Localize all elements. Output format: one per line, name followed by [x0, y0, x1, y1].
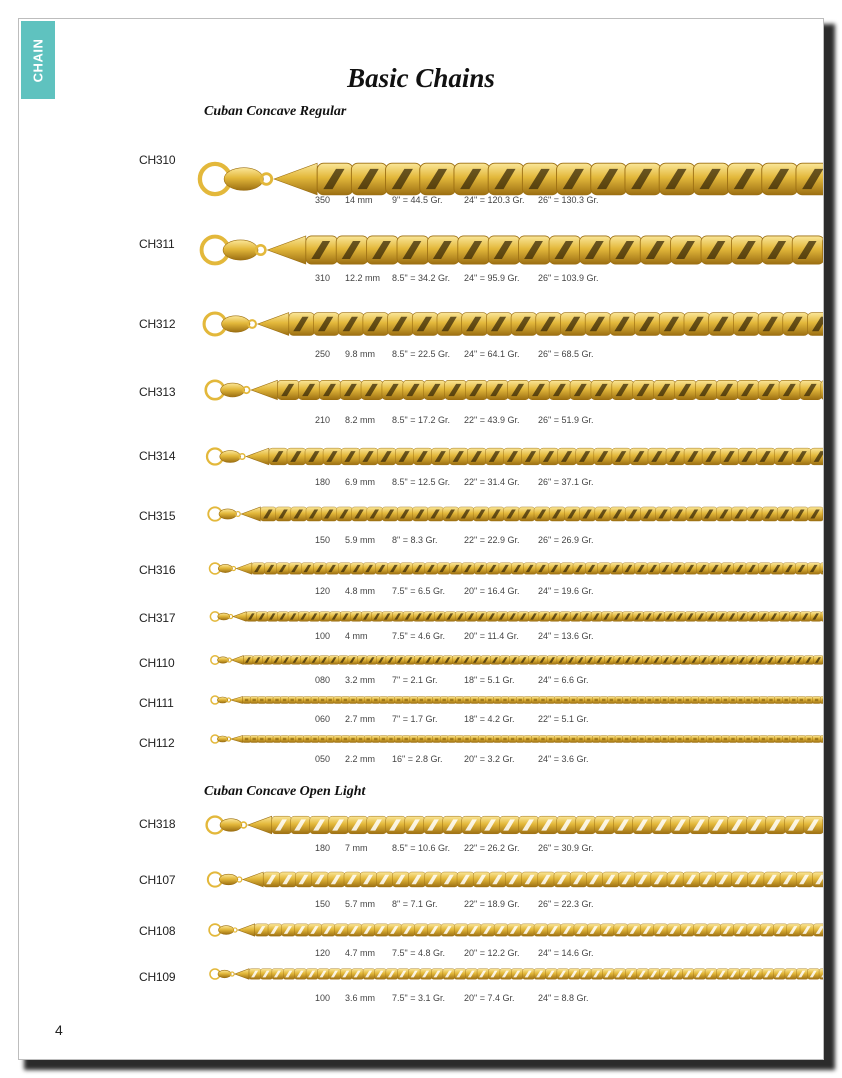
chain-end-cap	[251, 380, 277, 399]
chain-end-cap	[258, 313, 289, 336]
chain-links	[255, 924, 824, 936]
chain-end-cap	[241, 507, 260, 521]
chain-image	[185, 968, 824, 980]
lobster-clasp	[208, 872, 242, 886]
spec-gauge: 310	[315, 273, 331, 283]
chain-links	[289, 313, 824, 336]
spec-gauge: 180	[315, 477, 331, 487]
chain-links	[306, 236, 824, 264]
spec-long-weight: 24" = 14.6 Gr.	[538, 948, 594, 958]
spec-bracelet-weight: 7.5" = 6.5 Gr.	[392, 586, 445, 596]
chain-image	[185, 311, 824, 337]
chain-image	[185, 655, 824, 665]
chain-end-cap	[233, 612, 246, 622]
spec-long-weight: 26" = 37.1 Gr.	[538, 477, 594, 487]
spec-width: 2.7 mm	[345, 714, 376, 724]
chain-end-cap	[231, 656, 243, 665]
chain-links	[243, 656, 824, 665]
chain-code: CH318	[139, 817, 176, 831]
chain-links	[243, 696, 824, 703]
spec-bracelet-weight: 7.5" = 3.1 Gr.	[392, 993, 445, 1003]
chain-links	[246, 612, 824, 622]
chain-tab-label: CHAIN	[30, 38, 46, 82]
lobster-clasp	[207, 817, 247, 834]
chain-links	[269, 448, 824, 465]
lobster-clasp	[202, 237, 266, 264]
spec-width: 3.2 mm	[345, 675, 376, 685]
page-number: 4	[55, 1022, 63, 1038]
lobster-clasp	[210, 563, 236, 574]
spec-long-weight: 26" = 51.9 Gr.	[538, 415, 594, 425]
chain-end-cap	[235, 969, 249, 980]
spec-width: 6.9 mm	[345, 477, 376, 487]
lobster-clasp	[209, 924, 237, 936]
spec-long-weight: 24" = 13.6 Gr.	[538, 631, 594, 641]
lobster-clasp	[210, 969, 234, 979]
chain-end-cap	[248, 816, 272, 834]
chain-links	[260, 507, 824, 521]
spec-width: 7 mm	[345, 843, 368, 853]
chain-end-cap	[231, 696, 243, 703]
spec-necklace-weight: 20" = 16.4 Gr.	[464, 586, 520, 596]
spec-necklace-weight: 22" = 31.4 Gr.	[464, 477, 520, 487]
chain-code: CH107	[139, 873, 176, 887]
spec-long-weight: 22" = 5.1 Gr.	[538, 714, 589, 724]
chain-end-cap	[267, 236, 305, 264]
spec-bracelet-weight: 8.5" = 10.6 Gr.	[392, 843, 450, 853]
lobster-clasp	[211, 656, 231, 664]
spec-necklace-weight: 22" = 22.9 Gr.	[464, 535, 520, 545]
spec-bracelet-weight: 8.5" = 34.2 Gr.	[392, 273, 450, 283]
spec-long-weight: 24" = 19.6 Gr.	[538, 586, 594, 596]
chain-end-cap	[238, 924, 255, 936]
chain-image	[185, 611, 824, 622]
spec-gauge: 120	[315, 586, 331, 596]
spec-long-weight: 26" = 26.9 Gr.	[538, 535, 594, 545]
lobster-clasp	[211, 696, 231, 704]
chain-code: CH110	[139, 656, 175, 670]
chain-links	[249, 969, 824, 980]
lobster-clasp	[210, 612, 232, 621]
chain-end-cap	[246, 448, 269, 465]
spec-necklace-weight: 22" = 26.2 Gr.	[464, 843, 520, 853]
chain-code: CH314	[139, 449, 176, 463]
spec-bracelet-weight: 7" = 1.7 Gr.	[392, 714, 438, 724]
spec-bracelet-weight: 8.5" = 17.2 Gr.	[392, 415, 450, 425]
spec-gauge: 150	[315, 535, 331, 545]
spec-gauge: 060	[315, 714, 331, 724]
spec-width: 5.9 mm	[345, 535, 376, 545]
spec-long-weight: 24" = 8.8 Gr.	[538, 993, 589, 1003]
chain-links	[263, 872, 824, 887]
chain-code: CH315	[139, 509, 176, 523]
spec-necklace-weight: 20" = 3.2 Gr.	[464, 754, 515, 764]
lobster-clasp	[208, 507, 240, 520]
spec-width: 5.7 mm	[345, 899, 376, 909]
chain-code: CH313	[139, 385, 176, 399]
lobster-clasp	[206, 381, 250, 399]
chain-links	[243, 735, 824, 742]
lobster-clasp	[200, 164, 272, 194]
section-title-open-light: Cuban Concave Open Light	[204, 784, 366, 799]
spec-width: 8.2 mm	[345, 415, 376, 425]
spec-long-weight: 26" = 130.3 Gr.	[538, 195, 599, 205]
chain-code: CH111	[139, 696, 174, 710]
chain-image	[185, 735, 824, 743]
spec-long-weight: 26" = 22.3 Gr.	[538, 899, 594, 909]
page-title: Basic Chains	[347, 63, 495, 93]
spec-gauge: 350	[315, 195, 331, 205]
chain-code: CH112	[139, 736, 175, 750]
spec-necklace-weight: 22" = 43.9 Gr.	[464, 415, 520, 425]
spec-bracelet-weight: 16" = 2.8 Gr.	[392, 754, 443, 764]
chain-image	[185, 562, 824, 575]
spec-width: 4 mm	[345, 631, 368, 641]
spec-bracelet-weight: 7.5" = 4.6 Gr.	[392, 631, 445, 641]
chain-image	[185, 815, 824, 835]
spec-bracelet-weight: 8" = 8.3 Gr.	[392, 535, 438, 545]
chain-code: CH108	[139, 924, 176, 938]
spec-bracelet-weight: 7.5" = 4.8 Gr.	[392, 948, 445, 958]
chain-image	[185, 161, 824, 197]
chain-links	[277, 380, 824, 399]
spec-necklace-weight: 18" = 4.2 Gr.	[464, 714, 515, 724]
spec-necklace-weight: 18" = 5.1 Gr.	[464, 675, 515, 685]
chain-code: CH312	[139, 317, 176, 331]
section-title-regular: Cuban Concave Regular	[204, 104, 347, 119]
spec-necklace-weight: 20" = 7.4 Gr.	[464, 993, 515, 1003]
spec-gauge: 100	[315, 631, 331, 641]
chain-code: CH316	[139, 563, 176, 577]
spec-bracelet-weight: 8" = 7.1 Gr.	[392, 899, 438, 909]
spec-bracelet-weight: 8.5" = 12.5 Gr.	[392, 477, 450, 487]
chain-end-cap	[243, 872, 263, 887]
chain-end-cap	[231, 735, 243, 742]
chain-image	[185, 379, 824, 401]
spec-gauge: 180	[315, 843, 331, 853]
chain-image	[185, 871, 824, 888]
chain-code: CH109	[139, 970, 176, 984]
spec-bracelet-weight: 9" = 44.5 Gr.	[392, 195, 443, 205]
spec-width: 3.6 mm	[345, 993, 376, 1003]
lobster-clasp	[211, 735, 231, 743]
spec-necklace-weight: 22" = 18.9 Gr.	[464, 899, 520, 909]
chain-code: CH317	[139, 611, 176, 625]
spec-gauge: 050	[315, 754, 331, 764]
chain-end-cap	[236, 563, 252, 574]
chain-image	[185, 234, 824, 266]
chain-image	[185, 447, 824, 466]
spec-width: 4.8 mm	[345, 586, 376, 596]
spec-width: 9.8 mm	[345, 349, 376, 359]
chain-links	[252, 563, 824, 574]
spec-necklace-weight: 24" = 95.9 Gr.	[464, 273, 520, 283]
chain-image	[185, 696, 824, 704]
spec-width: 2.2 mm	[345, 754, 376, 764]
lobster-clasp	[207, 449, 245, 465]
chain-links	[317, 163, 824, 195]
spec-long-weight: 26" = 103.9 Gr.	[538, 273, 599, 283]
spec-width: 14 mm	[345, 195, 373, 205]
spec-width: 4.7 mm	[345, 948, 376, 958]
chain-end-cap	[274, 163, 317, 195]
spec-gauge: 120	[315, 948, 331, 958]
chain-code: CH310	[139, 153, 176, 167]
spec-long-weight: 24" = 6.6 Gr.	[538, 675, 589, 685]
catalog-page	[18, 18, 824, 1060]
spec-bracelet-weight: 7" = 2.1 Gr.	[392, 675, 438, 685]
spec-necklace-weight: 24" = 120.3 Gr.	[464, 195, 525, 205]
spec-gauge: 250	[315, 349, 331, 359]
spec-necklace-weight: 20" = 11.4 Gr.	[464, 631, 519, 641]
spec-necklace-weight: 24" = 64.1 Gr.	[464, 349, 520, 359]
spec-bracelet-weight: 8.5" = 22.5 Gr.	[392, 349, 450, 359]
spec-width: 12.2 mm	[345, 273, 381, 283]
spec-gauge: 080	[315, 675, 331, 685]
chain-image	[185, 506, 824, 522]
spec-gauge: 100	[315, 993, 331, 1003]
spec-long-weight: 26" = 30.9 Gr.	[538, 843, 594, 853]
chain-code: CH311	[139, 237, 175, 251]
lobster-clasp	[204, 313, 256, 335]
chain-links	[272, 816, 824, 834]
spec-gauge: 150	[315, 899, 331, 909]
spec-long-weight: 26" = 68.5 Gr.	[538, 349, 594, 359]
spec-long-weight: 24" = 3.6 Gr.	[538, 754, 589, 764]
spec-gauge: 210	[315, 415, 331, 425]
chain-image	[185, 923, 824, 937]
spec-necklace-weight: 20" = 12.2 Gr.	[464, 948, 520, 958]
